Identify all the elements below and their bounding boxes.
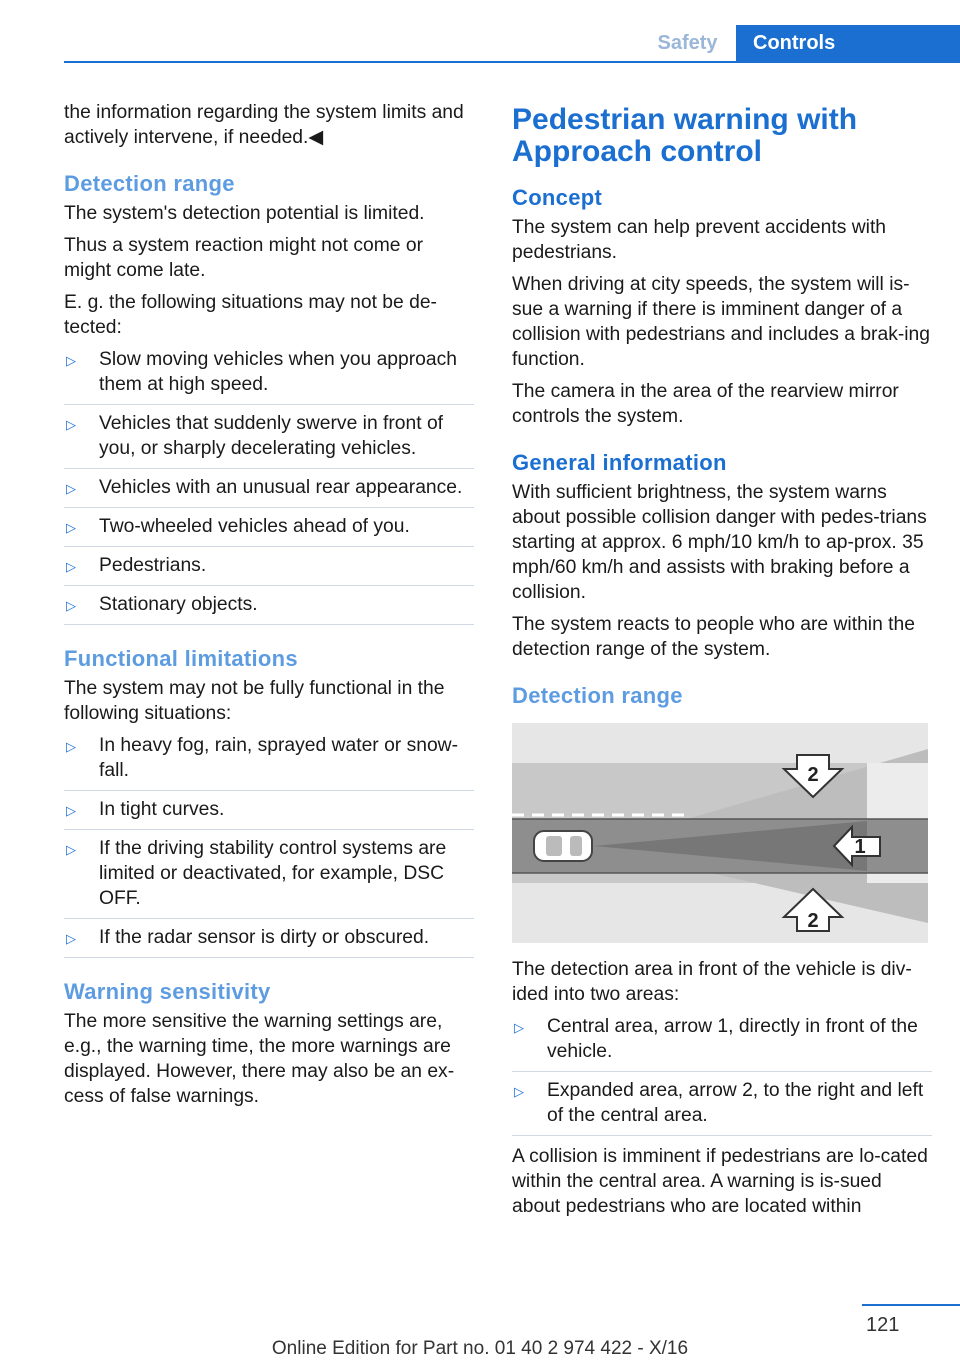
list-item-text: Vehicles that suddenly swerve in front of you, or sharply decelerating vehicles. [99,413,444,459]
detection-right-p2: A collision is imminent if pedestrians are lo‐cated within the central area. A warning is is‐sued about pedestrians who are located within [512,1146,928,1217]
car-icon [534,831,592,861]
list-item [512,1078,932,1136]
list-item [64,553,474,586]
bullet-triangle-icon: ▷ [66,842,76,857]
left-column [64,100,474,1116]
concept-p3: The camera in the area of the rearview mirror controls the system. [512,381,899,427]
bullet-triangle-icon: ▷ [66,598,76,613]
list-item-text: If the driving stability control systems are limited or deactivated, for example, DSC OFF. [99,838,447,909]
limitations-list [64,733,474,958]
header-rule [64,61,960,63]
list-item-text: In heavy fog, rain, sprayed water or snow‐fall. [99,735,459,781]
intro-paragraph: the information regarding the system limits and actively intervene, if needed.◀ [64,102,464,148]
concept-p1: The system can help prevent accidents with pedestrians. [512,217,887,263]
bullet-triangle-icon: ▷ [66,353,76,368]
detection-p1: The system's detection potential is limited. [64,203,425,224]
bullet-triangle-icon: ▷ [514,1020,524,1035]
footer-text: Online Edition for Part no. 01 40 2 974 422 - X/16 [271,1338,689,1359]
bullet-triangle-icon: ▷ [66,481,76,496]
detection-range-heading-right: Detection range [512,683,683,708]
tab-controls[interactable]: Controls [736,25,960,61]
list-item-text: Two-wheeled vehicles ahead of you. [99,516,410,537]
section-title: Pedestrian warning with Approach control [512,103,858,168]
arrow-2-bottom-label: 2 [807,910,819,932]
bullet-triangle-icon: ▷ [66,739,76,754]
concept-heading: Concept [512,185,603,210]
list-item [64,592,474,625]
list-item [64,836,474,919]
list-item [64,514,474,547]
warning-sensitivity-heading: Warning sensitivity [64,979,271,1004]
bullet-triangle-icon: ▷ [514,1084,524,1099]
list-item-text: Expanded area, arrow 2, to the right and left of the central area. [547,1080,924,1126]
arrow-2-top-label: 2 [807,764,819,786]
bullet-triangle-icon: ▷ [66,520,76,535]
list-item-text: Slow moving vehicles when you approach them at high speed. [99,349,457,395]
detection-range-heading: Detection range [64,171,235,196]
list-item-text: In tight curves. [99,799,225,820]
detection-range-diagram [512,723,928,943]
list-item [512,1014,932,1072]
bullet-triangle-icon: ▷ [66,559,76,574]
list-item [64,411,474,469]
right-column [512,100,932,1226]
list-item [64,475,474,508]
page-number-rule [862,1304,960,1306]
general-information-heading: General information [512,450,727,475]
concept-p2: When driving at city speeds, the system will is‐sue a warning if there is imminent danger of a collision with pedestrians and includes a brak‐ing function. [512,274,930,370]
general-p1: With sufficient brightness, the system warns about possible collision danger with pedes‐trians starting at approx. 6 mph/10 km/h to ap‐prox. 35 mph/60 km/h and assists with braking before a collision. [512,482,927,603]
list-item-text: If the radar sensor is dirty or obscured. [99,927,430,948]
list-item [64,347,474,405]
bullet-triangle-icon: ▷ [66,931,76,946]
list-item [64,797,474,830]
detection-list [64,347,474,625]
page-number: 121 [866,1314,900,1336]
functional-p1: The system may not be fully functional in the following situations: [64,678,445,724]
bullet-triangle-icon: ▷ [66,417,76,432]
arrow-1-label: 1 [854,836,866,858]
list-item-text: Central area, arrow 1, directly in front of the vehicle. [547,1016,918,1062]
functional-limitations-heading: Functional limitations [64,646,298,671]
tab-safety[interactable]: Safety [657,32,718,54]
detection-p2: Thus a system reaction might not come or might come late. [64,235,423,281]
detection-area-list [512,1014,932,1136]
list-item [64,733,474,791]
list-item [64,925,474,958]
detection-right-p1: The detection area in front of the vehicle is div‐ided into two areas: [512,959,912,1005]
list-item-text: Vehicles with an unusual rear appearance. [99,477,463,498]
list-item-text: Pedestrians. [99,555,207,576]
detection-p3: E. g. the following situations may not be de‐tected: [64,292,437,338]
warning-p1: The more sensitive the warning settings are, e.g., the warning time, the more warnings are displayed. However, there may also be an ex‐cess of false warnings. [64,1011,455,1107]
bullet-triangle-icon: ▷ [66,803,76,818]
general-p2: The system reacts to people who are within the detection range of the system. [512,614,915,660]
list-item-text: Stationary objects. [99,594,258,615]
